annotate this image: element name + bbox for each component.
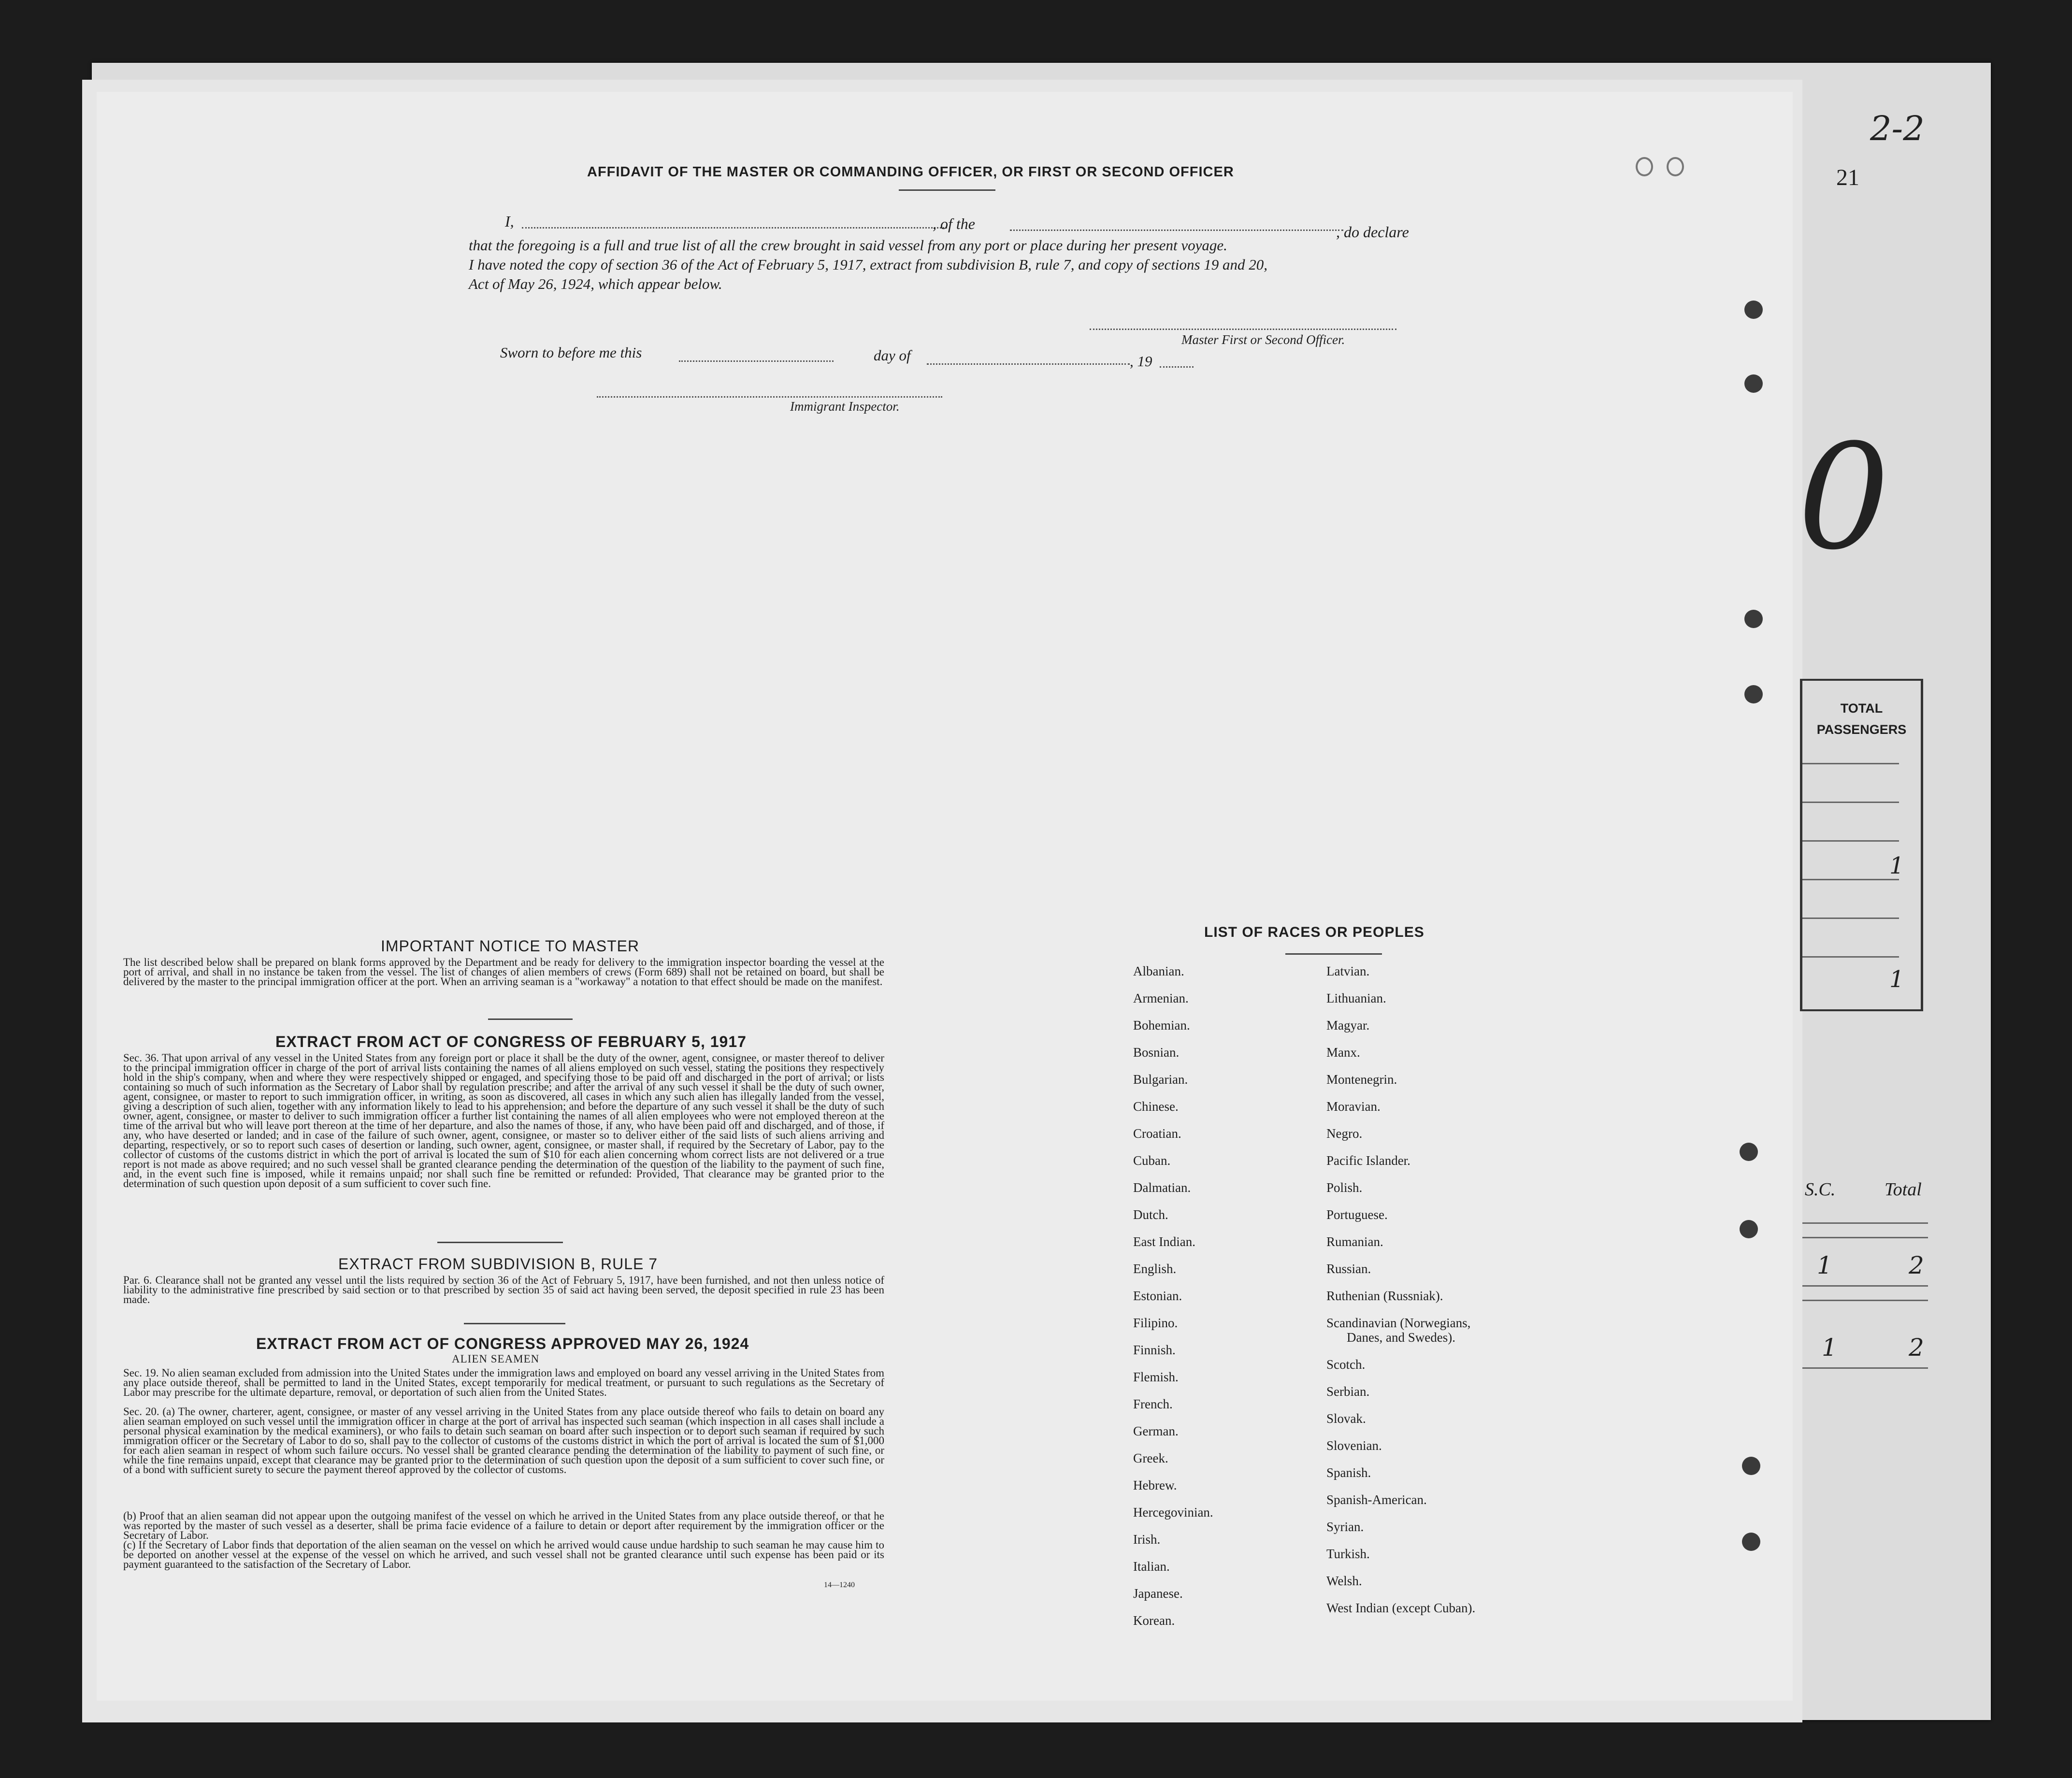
race-item: Lithuanian. [1326,991,1386,1005]
races-title: LIST OF RACES OR PEOPLES [1204,924,1424,940]
affidavit-title: AFFIDAVIT OF THE MASTER OR COMMANDING OFFICER, OR FIRST OR SECOND OFFICER [587,164,1234,180]
race-item: Scotch. [1326,1357,1366,1372]
race-item: Bosnian. [1133,1045,1180,1060]
race-item: Latvian. [1326,964,1370,978]
race-item: Korean. [1133,1613,1175,1628]
race-item: Moravian. [1326,1099,1381,1114]
race-item: Dalmatian. [1133,1180,1191,1195]
extract-1924-p4: (c) If the Secretary of Labor finds that deportation of the alien seaman on the vessel on which he arrived would cause undue hardship to such seaman he may cause him to be deported on another vessel at the expense of the vessel on which he arrived, and such vessel shall not be granted clearance until such expense has been paid or its payment guaranteed to the satisfaction of the Secretary of Labor. [123,1539,884,1570]
total-mark-1: 1 [1889,852,1904,879]
race-item: Croatian. [1133,1126,1181,1141]
race-item: Chinese. [1133,1099,1179,1114]
extract-1924-p2: Sec. 20. (a) The owner, charterer, agent, consignee, or master of any vessel arriving in the United States from any place outside thereof who fails to detain on board any alien seaman employed on such vessel until the immigration officer in charge at the port of arrival has inspected such seaman (which inspection in all cases shall include a personal physical examination by the medical examiners), or who fails to detain such seaman on board after such inspection or to deport such seaman if required by such immigration officer or the Secretary of Labor to do so, shall pay to the collector of customs of the customs district in which the port of arrival is located the sum of $1,000 for each alien seaman in respect of whom such failure occurs. No vessel shall be granted clearance pending the determination of the liability to payment of such fine, or while the fine remains unpaid, except that clearance may be granted prior to the determination of such question upon the deposit of a sum sufficient to cover such fine, or of a bond with sufficient surety to secure the payment thereof approved by the collector of customs. [123,1405,884,1476]
punch-hole [1744,374,1763,393]
punch-hole [1744,610,1763,628]
punch-hole [1742,1457,1760,1475]
race-item: Spanish. [1326,1465,1371,1480]
extract-1924-title: EXTRACT FROM ACT OF CONGRESS APPROVED MAY 26, 1924 [256,1335,749,1352]
total-mark-2: 1 [1889,966,1904,993]
handwritten-corner-note: 2-2 [1870,109,1925,148]
race-item: Rumanian. [1326,1234,1383,1249]
race-item: Japanese. [1133,1586,1183,1601]
punch-hole [1742,1533,1760,1551]
extract-1924-p1: Sec. 19. No alien seaman excluded from admission into the United States under the immigration laws and employed on board any vessel arriving in the United States from any place outside thereof, shall be permitted to land in the United States, except temporarily for medical treatment, or pursuant to such regulations as the Secretary of Labor may prescribe for the ultimate departure, removal, or deportation of such alien from the United States. [123,1367,884,1398]
extract-1917-title: EXTRACT FROM ACT OF CONGRESS OF FEBRUARY 5, 1917 [275,1033,747,1050]
affidavit-i-label: I, [505,213,514,230]
binder-marks [1636,157,1689,173]
race-item: Russian. [1326,1262,1371,1276]
race-item: Albanian. [1133,964,1184,978]
race-item: Turkish. [1326,1547,1370,1561]
extract-1917-text: Sec. 36. That upon arrival of any vessel in the United States from any foreign port or place it shall be the duty of the owner, agent, consignee, or master thereof to deliver to the principal immigration officer in charge of the port of arrival lists containing the names of all aliens employed on such vessel, stating the positions they respectively hold in the ship's company, when and where they were respectively shipped or engaged, and specifying those to be paid off and discharged in the port of arrival; or lists containing so much of such information as the Secretary of Labor shall by regulation prescribe; and after the arrival of any such vessel it shall be the duty of such owner, agent, consignee, or master to report to such immigration officer, in writing, as soon as discovered, all cases in which any such alien has illegally landed from the vessel, giving a description of such alien, together with any information likely to lead to his apprehension; and before the departure of any such vessel it shall be the duty of such owner, agent, consignee, or master to deliver to such immigration officer a further list containing the names of all alien employees who were not employed thereon at the time of the arrival but who will leave port thereon at the time of her departure, and also the names of those, if any, who have been paid off and discharged, and of those, if any, who have deserted or landed; and in case of the failure of such owner, agent, consignee, or master so to deliver either of the said lists of such aliens arriving and departing, respectively, or so to report such cases of desertion or landing, such owner, agent, consignee, or master shall, if required by the Secretary of Labor, pay to the collector of customs of the customs district in which the port of arrival is located the sum of $10 for each alien concerning whom correct lists are not delivered or a true report is not made as above required; and no such vessel shall be granted clearance pending the determination of the question of the liability to the payment of such fine, and, in the event such fine is imposed, while it remains unpaid; nor shall such fine be remitted or refunded: Provided, That clearance may be granted prior to the determination of such question upon deposit of a sum sufficient to cover such fine. [123,1052,884,1190]
race-item: East Indian. [1133,1234,1195,1249]
affidavit-line3: I have noted the copy of section 36 of the Act of February 5, 1917, extract from subdivision B, rule 7, and copy of sections 19 and 20, [469,256,1268,273]
punch-hole [1740,1220,1758,1238]
race-item: Scandinavian (Norwegians, [1326,1316,1471,1330]
race-item: Magyar. [1326,1018,1370,1032]
race-item: Greek. [1133,1451,1168,1465]
race-item: Hebrew. [1133,1478,1177,1492]
race-item: Syrian. [1326,1520,1364,1534]
race-item: Estonian. [1133,1289,1182,1303]
sc-label: S.C. [1805,1179,1836,1200]
extract-rule7-title: EXTRACT FROM SUBDIVISION B, RULE 7 [338,1255,658,1273]
races-column-2 [1326,964,1475,1628]
affidavit-line4: Act of May 26, 1924, which appear below. [469,275,722,292]
sc-row1-value: 1 [1817,1251,1832,1279]
notice-text: The list described below shall be prepared on blank forms approved by the Department and be ready for delivery to the immigration inspector boarding the vessel at the port of arrival, and shall in no instance be taken from the vessel. The list of changes of alien members of crews (Form 689) shall not be retained on board, but shall be delivered by the master to the principal immigration officer at the port. When an arriving seaman is a "workaway" a notation to that effect should be made on the manifest. [123,956,884,988]
affidavit-of-the: , of the [933,215,975,232]
inspector-label: Immigrant Inspector. [790,399,900,414]
races-column-1 [1133,964,1213,1640]
sworn-label: Sworn to before me this [500,344,642,361]
punch-hole [1740,1143,1758,1161]
punch-hole [1744,301,1763,319]
total-header: TOTAL PASSENGERS [1816,701,1907,737]
race-item: Cuban. [1133,1153,1171,1168]
total-row2-value: 2 [1909,1334,1924,1362]
race-item: Polish. [1326,1180,1363,1195]
total-row1-value: 2 [1909,1251,1924,1279]
page-number: 21 [1836,165,1859,190]
race-item: Armenian. [1133,991,1189,1005]
total-passengers-box [1800,679,1923,1011]
extract-1924-subtitle: ALIEN SEAMEN [452,1353,540,1365]
race-item: Danes, and Swedes). [1347,1330,1455,1345]
race-item: Portuguese. [1326,1207,1388,1222]
affidavit-do-declare: , do declare [1336,223,1409,241]
total-label: Total [1885,1179,1922,1200]
race-item: Ruthenian (Russniak). [1326,1289,1443,1303]
race-item: French. [1133,1397,1173,1411]
race-item: Dutch. [1133,1207,1168,1222]
race-item: Spanish-American. [1326,1492,1427,1507]
master-signature-label: Master First or Second Officer. [1181,332,1345,347]
day-of-label: day of [874,347,911,364]
notice-title: IMPORTANT NOTICE TO MASTER [381,937,640,955]
form-number: 14—1240 [824,1581,855,1589]
extract-rule7-text: Par. 6. Clearance shall not be granted any vessel until the lists required by section 36 of the Act of February 5, 1917, have been furnished, and not then unless notice of liability to the administrative fine prescribed by said section or to that prescribed by section 35 of said act having been served, the deposit specified in rule 23 has been made. [123,1274,884,1305]
race-item: Italian. [1133,1559,1170,1574]
sc-row2-value: 1 [1822,1334,1837,1362]
race-item: Negro. [1326,1126,1363,1141]
affidavit-line2: that the foregoing is a full and true list of all the crew brought in said vessel from any port or place during her present voyage. [469,237,1227,254]
race-item: Bohemian. [1133,1018,1190,1032]
race-item: English. [1133,1262,1177,1276]
handwritten-zero: 0 [1798,413,1890,582]
race-item: Slovak. [1326,1411,1366,1426]
race-item: Hercegovinian. [1133,1505,1213,1520]
race-item: Finnish. [1133,1343,1176,1357]
race-item: Filipino. [1133,1316,1178,1330]
race-item: Irish. [1133,1532,1161,1547]
race-item: Welsh. [1326,1574,1362,1588]
race-item: Bulgarian. [1133,1072,1188,1087]
punch-hole [1744,685,1763,703]
race-item: Slovenian. [1326,1438,1382,1453]
race-item: Montenegrin. [1326,1072,1397,1087]
year-label: , 19 [1130,353,1152,370]
race-item: Manx. [1326,1045,1360,1060]
race-item: Pacific Islander. [1326,1153,1410,1168]
race-item: Serbian. [1326,1384,1370,1399]
race-item: West Indian (except Cuban). [1326,1601,1476,1615]
extract-1924-p3: (b) Proof that an alien seaman did not appear upon the outgoing manifest of the vessel on which he arrived in the United States from any place outside thereof, or that he was reported by the master of such vessel as a deserter, shall be prima facie evidence of a failure to detain or deport after requirement by the immigration officer or the Secretary of Labor. [123,1510,884,1541]
race-item: German. [1133,1424,1179,1438]
race-item: Flemish. [1133,1370,1179,1384]
